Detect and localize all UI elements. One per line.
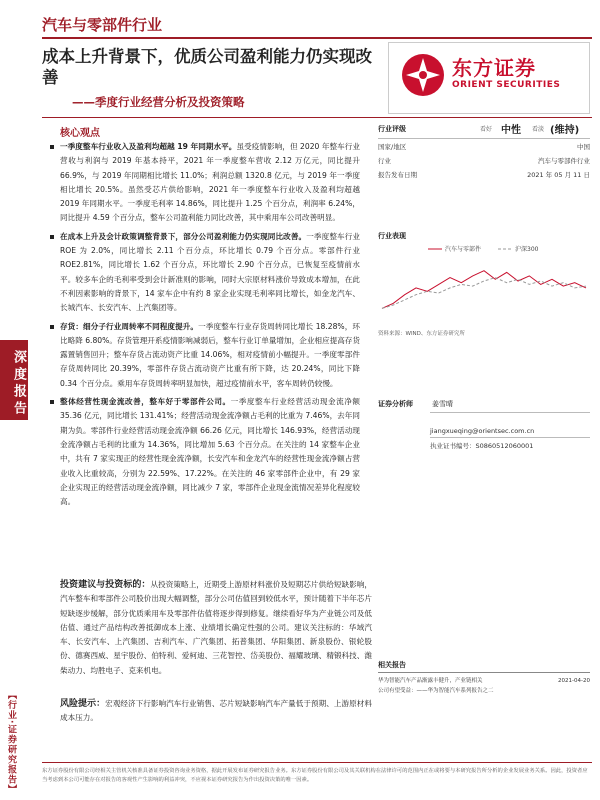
invest-text: 从投资策略上，近期受上游原材料涨价及短期芯片供给短缺影响，汽车整车和零部件公司股价出现大幅调整，部分公司估值回到较低水平，预计随着下半年芯片短缺逐步缓解，部分优质乘用车及零部件估值将逐步得到修复。继续看好华为产业链公司及低估值、通过产品结构改善抵御成本上涨、业绩增长确定性强的公司。建议关注标的：华域汽车、长安汽车、上汽集团、吉利汽车、广汽集团、拓普集团、华阳集团、新泉股份、银轮股份、德赛西威、星宇股份、伯特利、爱柯迪、三花智控、岱美股份、福耀玻璃、精锻科技、潍柴动力、均胜电子、克来机电。 <box>60 580 372 675</box>
related-item-text[interactable]: 华为智能汽车产品渐露丰健升，产业链相关 <box>378 678 483 684</box>
core-bullet <box>48 395 360 509</box>
analyst-label: 证券分析师 <box>378 400 413 408</box>
bullet-bold: 在成本上升及会计政策调整背景下，部分公司盈利能力仍实现同比改善。 <box>60 231 307 241</box>
analyst-name: 姜雪晴 <box>432 400 453 408</box>
info-row-region <box>378 142 590 151</box>
legend-label-1: 沪深300 <box>515 246 539 253</box>
core-bullet <box>48 140 360 226</box>
bullet-bold: 一季度整车行业收入及盈利均超越 19 年同期水平。 <box>60 142 237 151</box>
analyst-divider <box>430 437 590 438</box>
invest-section <box>60 578 372 678</box>
footer-disclaimer: 东方证券股份有限公司经相关主管机关核准具备证券投资咨询业务资格，据此开展发布证券研究报告业务。东方证券股份有限公司及其关联机构在法律许可的范围内正在或将要与本研究报告所分析的企业发展业务关系。因此，投资者应当考虑到本公司可能存在对报告的客观性产生影响的利益冲突，不应视本证券研究报告为作出投资决策的唯一因素。 <box>42 768 588 783</box>
bullet-text: 一季度整车行业 ROE 为 2.0%，同比增长 2.11 个百分点，环比增长 0.79 个百分点。零部件行业 ROE2.81%，同比增长 1.62 个百分点，环比增长 2.90 个百分点，已恢复至疫情前水平。较多车企的毛利率受到会计新准则的影响，同时大宗原材料涨价导致成本增加，在此不利因素影响的背景下，14 家车企中有约 8 家企业实现毛利率同比增长，如金龙汽车、长城汽车、长安汽车、上汽集团等。 <box>60 231 360 313</box>
side-tab-report-type: 【行业·证券研究报告】 <box>6 690 16 795</box>
related-title: 相关报告 <box>378 661 406 669</box>
chart-source: 资料来源：WIND、东方证券研究所 <box>378 331 465 337</box>
core-heading: 核心观点 <box>60 128 100 139</box>
logo-en-text: ORIENT SECURITIES <box>452 80 561 90</box>
top-divider <box>42 37 592 39</box>
logo-cn-text: 东方证券 <box>452 56 536 80</box>
risk-text: 宏观经济下行影响汽车行业销售、芯片短缺影响汽车产量低于预期、上游原材料成本压力。 <box>60 699 372 723</box>
risk-label: 风险提示： <box>60 699 106 709</box>
core-bullets <box>48 140 360 513</box>
mid-divider <box>42 117 592 118</box>
bullet-text: 虽受疫情影响，但 2020 年整车行业营收与利润与 2019 年基本持平，2021 年一季度整车营收 2.12 万亿元，同比提升 66.9%，与 2019 年同期相比增长 11.0%；利润总额 1320.8 亿元，与 2019 年一季度相比增长 20.5%。虽然受芯片供给影响，2021 年一季度整车行业收入及盈利均超越 2019 年同期水平。一季度毛利率 14.86%，同比提升 1.25 个百分点，利润率 6.24%，同比提升 4.59 个百分点，整车公司盈利能力同比改善，其中乘用车公司改善明显。 <box>60 142 361 223</box>
info-value: 汽车与零部件行业 <box>538 157 590 165</box>
rating-label: 行业评级 <box>378 125 406 133</box>
info-key: 行业 <box>378 157 391 165</box>
series-line-1 <box>382 278 586 309</box>
rating-prev-tag: 看好 <box>480 126 493 133</box>
chart-title: 行业表现 <box>378 232 406 240</box>
industry-performance-chart <box>378 243 590 323</box>
related-item-date: 2021-04-20 <box>558 678 590 684</box>
info-key: 报告发布日期 <box>378 171 417 179</box>
info-value: 2021 年 05 月 11 日 <box>527 171 590 179</box>
industry-title: 汽车与零部件行业 <box>42 16 163 34</box>
info-divider <box>378 138 590 139</box>
related-item[interactable] <box>378 676 590 686</box>
report-title: 成本上升背景下，优质公司盈利能力仍实现改善 <box>42 47 372 87</box>
related-item-text[interactable]: 公司有望受益：——华为智能汽车系列报告之二 <box>378 688 494 694</box>
report-subtitle: ——季度行业经营分析及投资策略 <box>72 95 245 109</box>
analyst-divider <box>430 412 590 413</box>
legend-label-0: 汽车与零部件 <box>445 246 482 253</box>
info-key: 国家/地区 <box>378 143 407 151</box>
core-bullet <box>48 230 360 316</box>
series-line-0 <box>382 271 586 309</box>
analyst-email[interactable]: jiangxueqing@orientsec.com.cn <box>430 427 535 435</box>
info-row-date <box>378 170 590 179</box>
side-tab-deep-report: 深度报告 <box>0 340 28 420</box>
bullet-bold: 存货：细分子行业周转率不同程度提升。 <box>60 321 199 331</box>
info-value: 中国 <box>577 143 590 151</box>
rating-prev: 中性 <box>501 125 521 136</box>
core-bullet <box>48 320 360 391</box>
rating-cur-tag: 看淡 <box>532 126 545 133</box>
info-row-industry <box>378 156 590 165</box>
related-divider <box>378 672 590 673</box>
orient-logo-icon <box>400 52 446 98</box>
bullet-text: 一季度整车行业存货周转同比增长 18.28%，环比略降 6.80%。存货管理开系疫情影响减弱后，整车行业订单量增加，企业相应提高存货露置销售回升；整车存货占流动资产比重 14.06%，相对疫情前小幅提升。一季度零部件存货周转同比 20.39%，零部件存货占流动资产比重有所下降，达 20.24%，同比下降 0.34 个百分点。乘用车存货周转率明显加快，超过疫情前水平，客车周转仍较慢。 <box>60 321 360 388</box>
invest-label: 投资建议与投资标的： <box>60 580 151 590</box>
bullet-text: 一季度整车行业经营活动现金流净额 35.36 亿元，同比增长 131.41%；经营活动现金流净额占毛利的比重为 7.46%，去年同期为负。零部件行业经营活动现金流净额 66.26 亿元，同比增长 146.93%，经营活动现金流净额占毛利的比重为 14.36%，同比增加 5.63 个百分点。在关注的 14 家整车企业中，共有 7 家实现正的经营性现金流净额，长安汽车和金龙汽车的经营性现金流净额占营业收入比重较高，分别为 22.59%、17.22%。在关注的 46 家零部件企业中，有 29 家企业实现正的经营活动现金流净额，同比减少 7 家，零部件企业现金流情况差异化程度较高。 <box>60 397 361 507</box>
rating-cur: (维持) <box>550 125 580 136</box>
related-item[interactable] <box>378 686 590 696</box>
analyst-cert: 执业证书编号：S0860512060001 <box>430 442 534 450</box>
footer-divider <box>42 762 592 763</box>
bullet-bold: 整体经营性现金流改善，整车好于零部件公司。 <box>60 397 231 407</box>
risk-section <box>60 697 372 726</box>
